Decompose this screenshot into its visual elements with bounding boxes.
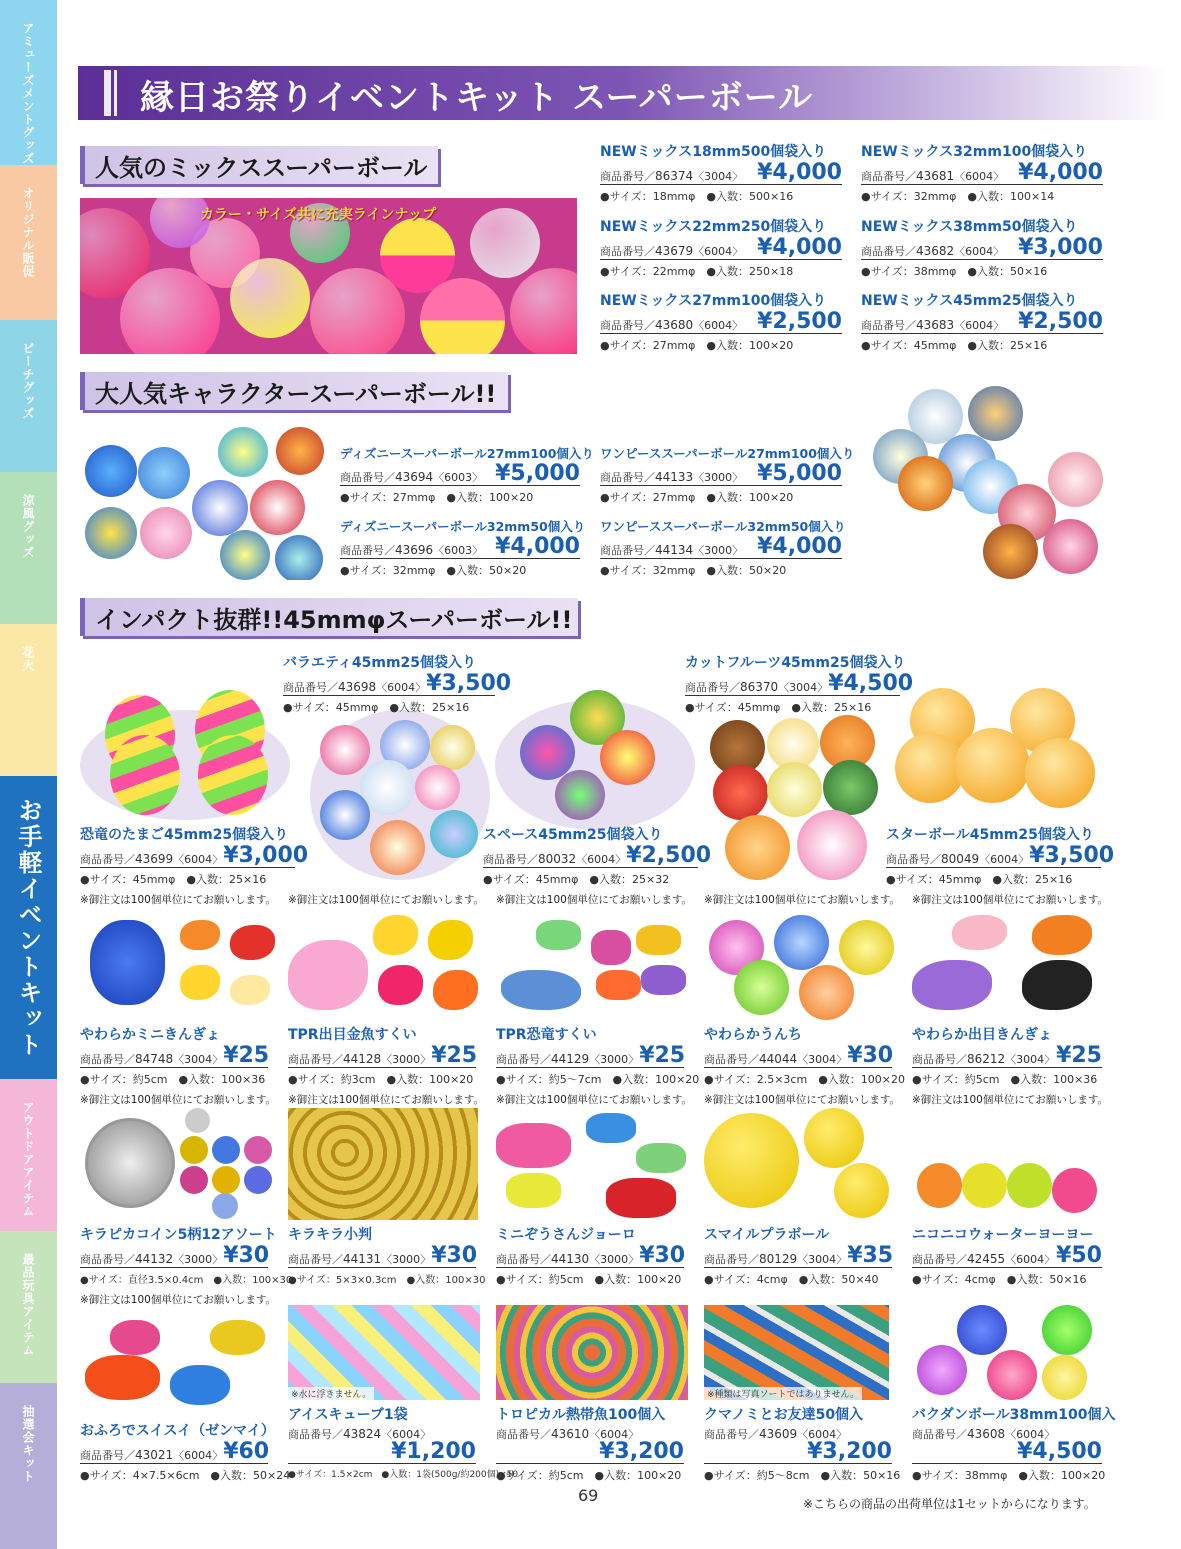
tab-event-kit[interactable]: お手軽イベントキット [0,776,57,1079]
product-tpr-dinosaur[interactable]: TPR恐竜すくい 商品番号／44129〈3000〉 ¥25 ●サイズ：約5〜7cm ●入数：100×20 [496,1027,700,1086]
page-title: 縁日お祭りイベントキット スーパーボール [140,78,814,118]
footer-note: ※こちらの商品の出荷単位は1セットからになります。 [803,1497,1096,1511]
page-number: 69 [578,1486,599,1505]
bath-swim-toy-photo [80,1310,275,1418]
product-kirakira-koban[interactable]: キラキラ小判 商品番号／44131〈3000〉 ¥30 ●サイズ：5×3×0.3cm ●入数：100×30 [288,1227,486,1286]
order-note: ※御注文は100個単位にてお願いします。 [704,1094,900,1106]
section-mix-header: 人気のミックススーパーボール [80,146,438,184]
product-nikoniko-yoyo[interactable]: ニコニコウォーターヨーヨー 商品番号／42455〈6004〉 ¥50 ●サイズ：4cmφ ●入数：50×16 [912,1227,1102,1286]
elephant-watering-photo [496,1108,691,1220]
product-dinosaur-egg-45mm[interactable]: 恐竜のたまご45mm25個袋入り 商品番号／43699〈6004〉 ¥3,000 ●サイズ：45mmφ ●入数：25×16 [80,827,309,886]
product-smile-plaball[interactable]: スマイルプラボール 商品番号／80129〈3004〉 ¥35 ●サイズ：4cmφ ●入数：50×40 [704,1227,894,1286]
space-ball-photo [495,690,695,830]
ice-cube-photo: ※水に浮きません。 [288,1305,480,1400]
order-note: ※御注文は100個単位にてお願いします。 [288,1094,484,1106]
mini-goldfish-photo [80,910,280,1020]
product-tpr-goldfish[interactable]: TPR出目金魚すくい 商品番号／44128〈3000〉 ¥25 ●サイズ：約3cm ●入数：100×20 [288,1027,478,1086]
product-variety-45mm[interactable]: バラエティ45mm25個袋入り 商品番号／43698〈6004〉 ¥3,500 ●サイズ：45mmφ ●入数：25×16 [283,655,512,714]
product-onepiece-32mm[interactable]: ワンピーススーパーボール32mm50個入り 商品番号／44134〈3000〉 ¥4,000 ●サイズ：32mmφ ●入数：50×20 [600,519,846,577]
variety-ball-photo [300,700,490,880]
order-note: ※御注文は100個単位にてお願いします。 [496,894,692,906]
product-elephant-jouro[interactable]: ミニぞうさんジョーロ 商品番号／44130〈3000〉 ¥30 ●サイズ：約5cm ●入数：100×20 [496,1227,686,1286]
bakudan-ball-photo [912,1300,1102,1405]
product-bath-swim[interactable]: おふろでスイスイ（ゼンマイ） 商品番号／43021〈6004〉 ¥60 ●サイズ：4×7.5×6cm ●入数：50×24 [80,1423,291,1482]
order-note: ※御注文は100個単位にてお願いします。 [80,894,276,906]
section-character-header: 大人気キャラクタースーパーボール!! [80,372,508,410]
product-space-45mm[interactable]: スペース45mm25個袋入り 商品番号／80032〈6004〉 ¥2,500 ●サイズ：45mmφ ●入数：25×32 [483,827,712,886]
product-onepiece-27mm[interactable]: ワンピーススーパーボール27mm100個入り 商品番号／44133〈3000〉 ¥5,000 ●サイズ：27mmφ ●入数：100×20 [600,446,855,504]
product-tropical-fish[interactable]: トロピカル熱帯魚100個入 商品番号／43610〈6004〉 ¥3,200 ●サイズ：約5cm ●入数：100×20 [496,1407,684,1482]
category-sidebar [0,0,57,1549]
tab-toys[interactable]: 最品玩具アイテム [0,1231,57,1383]
gold-koban-photo [288,1108,478,1220]
tropical-fish-photo [496,1305,688,1400]
product-ice-cube[interactable]: アイスキューブ1袋 商品番号／43824〈6004〉 ¥1,200 ●サイズ：1.5×2cm ●入数：1袋(500g/約200個)×50 [288,1407,519,1480]
page-title-banner [78,66,1168,120]
tab-amusement[interactable]: アミューズメントグッズ [0,0,57,165]
tpr-dinosaur-photo [496,910,696,1020]
tab-original-promo[interactable]: オリジナル販促 [0,165,57,320]
product-mix-38mm[interactable]: NEWミックス38mm50個袋入り 商品番号／43682〈6004〉 ¥3,000 ●サイズ：38mmφ ●入数：50×16 [861,219,1103,278]
soft-goldfish-photo [912,910,1102,1020]
product-soft-poop[interactable]: やわらかうんち 商品番号／44044〈3004〉 ¥30 ●サイズ：2.5×3cm ●入数：100×20 [704,1027,905,1086]
product-star-ball-45mm[interactable]: スターボール45mm25個袋入り 商品番号／80049〈6004〉 ¥3,500 ●サイズ：45mmφ ●入数：25×16 [886,827,1115,886]
cut-fruit-photo [705,690,890,885]
section-impact-header: インパクト抜群!!45mmφスーパーボール!! [80,598,578,636]
smile-yoyo-photo [912,1108,1102,1220]
product-mix-18mm[interactable]: NEWミックス18mm500個袋入り 商品番号／86374〈3004〉 ¥4,000 ●サイズ：18mmφ ●入数：500×16 [600,144,842,203]
product-disney-32mm[interactable]: ディズニースーパーボール32mm50個入り 商品番号／43696〈6003〉 ¥4,000 ●サイズ：32mmφ ●入数：50×20 [340,519,586,577]
soft-poop-photo [704,910,904,1020]
product-soft-demekin[interactable]: やわらか出目きんぎょ 商品番号／86212〈3004〉 ¥25 ●サイズ：約5cm ●入数：100×36 [912,1027,1102,1086]
order-note: ※御注文は100個単位にてお願いします。 [80,1294,276,1306]
clownfish-friends-photo: ※種類は写真ソートではありません。 [704,1305,889,1400]
tab-beach-goods[interactable]: ビーチグッズ [0,320,57,472]
mix-superball-photo [80,198,577,354]
order-note: ※御注文は100個単位にてお願いします。 [496,1094,692,1106]
tab-fireworks[interactable]: 花火 [0,624,57,776]
order-note: ※御注文は100個単位にてお願いします。 [80,1094,276,1106]
product-mix-32mm[interactable]: NEWミックス32mm100個袋入り 商品番号／43681〈6004〉 ¥4,000 ●サイズ：32mmφ ●入数：100×14 [861,144,1103,203]
dinosaur-egg-photo [80,690,290,820]
product-clownfish-friends[interactable]: クマノミとお友達50個入 商品番号／43609〈6004〉 ¥3,200 ●サイズ：約5〜8cm ●入数：50×16 [704,1407,901,1482]
order-note: ※御注文は100個単位にてお願いします。 [288,894,484,906]
star-ball-photo [890,688,1100,828]
product-kirapika-coin[interactable]: キラピカコイン5柄12アソート 商品番号／44132〈3000〉 ¥30 ●サイズ：直径3.5×0.4cm ●入数：100×30 [80,1227,293,1286]
product-cut-fruit-45mm[interactable]: カットフルーツ45mm25個袋入り 商品番号／86370〈3004〉 ¥4,500 ●サイズ：45mmφ ●入数：25×16 [685,655,914,714]
tab-cool-goods[interactable]: 涼風グッズ [0,472,57,624]
tab-outdoor[interactable]: アウトドアアイテム [0,1079,57,1231]
smile-ball-photo [704,1108,899,1220]
onepiece-superball-photo [868,384,1108,584]
mix-photo-caption: カラー・サイズ共に充実ラインナップ [200,207,437,223]
product-bakudan-ball[interactable]: バクダンボール38mm100個入 商品番号／43608〈6004〉 ¥4,500 ●サイズ：38mmφ ●入数：100×20 [912,1407,1116,1482]
order-note: ※御注文は100個単位にてお願いします。 [912,1094,1108,1106]
order-note: ※御注文は100個単位にてお願いします。 [912,894,1108,906]
product-disney-27mm[interactable]: ディズニースーパーボール27mm100個入り 商品番号／43694〈6003〉 ¥5,000 ●サイズ：27mmφ ●入数：100×20 [340,446,594,504]
product-mix-22mm[interactable]: NEWミックス22mm250個袋入り 商品番号／43679〈6004〉 ¥4,000 ●サイズ：22mmφ ●入数：250×18 [600,219,842,278]
product-mini-goldfish[interactable]: やわらかミニきんぎょ 商品番号／84748〈3004〉 ¥25 ●サイズ：約5cm ●入数：100×36 [80,1027,270,1086]
disney-superball-photo [80,425,330,580]
coin-photo [80,1108,275,1220]
tab-lottery-kit[interactable]: 抽選会キット [0,1383,57,1549]
product-mix-27mm[interactable]: NEWミックス27mm100個袋入り 商品番号／43680〈6004〉 ¥2,500 ●サイズ：27mmφ ●入数：100×20 [600,293,842,352]
tpr-goldfish-photo [288,910,488,1020]
product-mix-45mm[interactable]: NEWミックス45mm25個袋入り 商品番号／43683〈6004〉 ¥2,500 ●サイズ：45mmφ ●入数：25×16 [861,293,1103,352]
order-note: ※御注文は100個単位にてお願いします。 [704,894,900,906]
